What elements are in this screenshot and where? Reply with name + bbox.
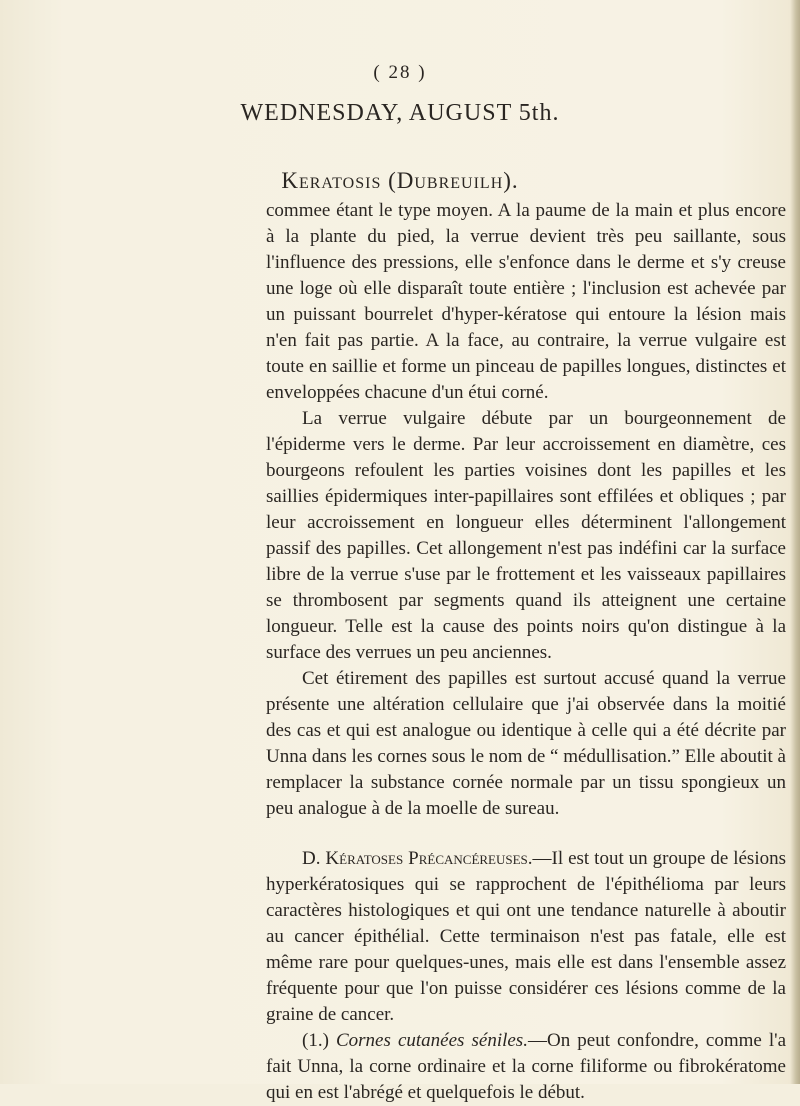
page-number: ( 28 ) (373, 62, 427, 83)
item-1-text: —On peut confondre, comme l'a fait Unna, la corne ordinaire et la corne filiforme ou fibrokératome qui en est l'abrégé et quelquefois le début. (266, 1030, 787, 1103)
body-text (266, 198, 786, 1106)
item-1-title: Cornes cutanées séniles. (335, 1030, 528, 1051)
section-d-text: —Il est tout un groupe de lésions hyperkératosiques qui se rapprochent de l'épithélioma par leurs caractères histologiques et qui ont une tendance naturelle à aboutir au cancer épithélial. Cette terminaison n'est pas fatale, elle est même rare pour quelques-unes, mais elle est dans l'ensemble assez fréquente pour que l'on puisse considérer ces lésions comme de la graine de cancer. (266, 848, 786, 1025)
paragraph-1: commee étant le type moyen. A la paume de la main et plus encore à la plante du pied, la verrue devient très peu saillante, sous l'influence des pressions, elle s'enfonce dans le derme et s'y creuse une loge où elle disparaît toute entière ; l'inclusion est achevée par un puissant bourrelet d'hyper-kératose qui entoure la lésion mais n'en fait pas partie. A la face, au contraire, la verrue vulgaire est toute en saillie et forme un pinceau de papilles longues, distinctes et enveloppées chacune d'un étui corné. (266, 200, 786, 403)
page-edge-shadow (790, 0, 800, 1084)
item-1-paragraph (266, 1028, 786, 1106)
item-1-number: (1.) (302, 1030, 329, 1051)
running-head: WEDNESDAY, AUGUST 5th. (240, 100, 560, 126)
paragraph-3: Cet étirement des papilles est surtout accusé quand la verrue présente une altération cellulaire que j'ai observée dans la moitié des cas et qui est analogue ou identique à celle qui a été décrite par Unna dans les cornes sous le nom de “ médullisation.” Elle aboutit à remplacer la substance cornée normale par un tissu spongieux un peu analogue à de la moelle de sureau. (266, 668, 786, 819)
section-d-paragraph (266, 846, 786, 1028)
section-title: Keratosis (Dubreuilh). (281, 168, 519, 193)
paragraph-2: La verrue vulgaire débute par un bourgeonnement de l'épiderme vers le derme. Par leur accroissement en diamètre, ces bourgeons refoulent les parties voisines dont les papilles et les saillies épidermiques inter-papillaires sont effilées et obliques ; par leur accroissement en longueur elles déterminent l'allongement passif des papilles. Cet allongement n'est pas indéfini car la surface libre de la verrue s'use par le frottement et les vaisseaux papillaires se thrombosent par segments quand ils atteignent une certaine longueur. Telle est la cause des points noirs qu'on distingue à la surface des verrues un peu anciennes. (266, 408, 786, 663)
section-d-heading: D. Kératoses Précancéreuses. (302, 848, 533, 869)
